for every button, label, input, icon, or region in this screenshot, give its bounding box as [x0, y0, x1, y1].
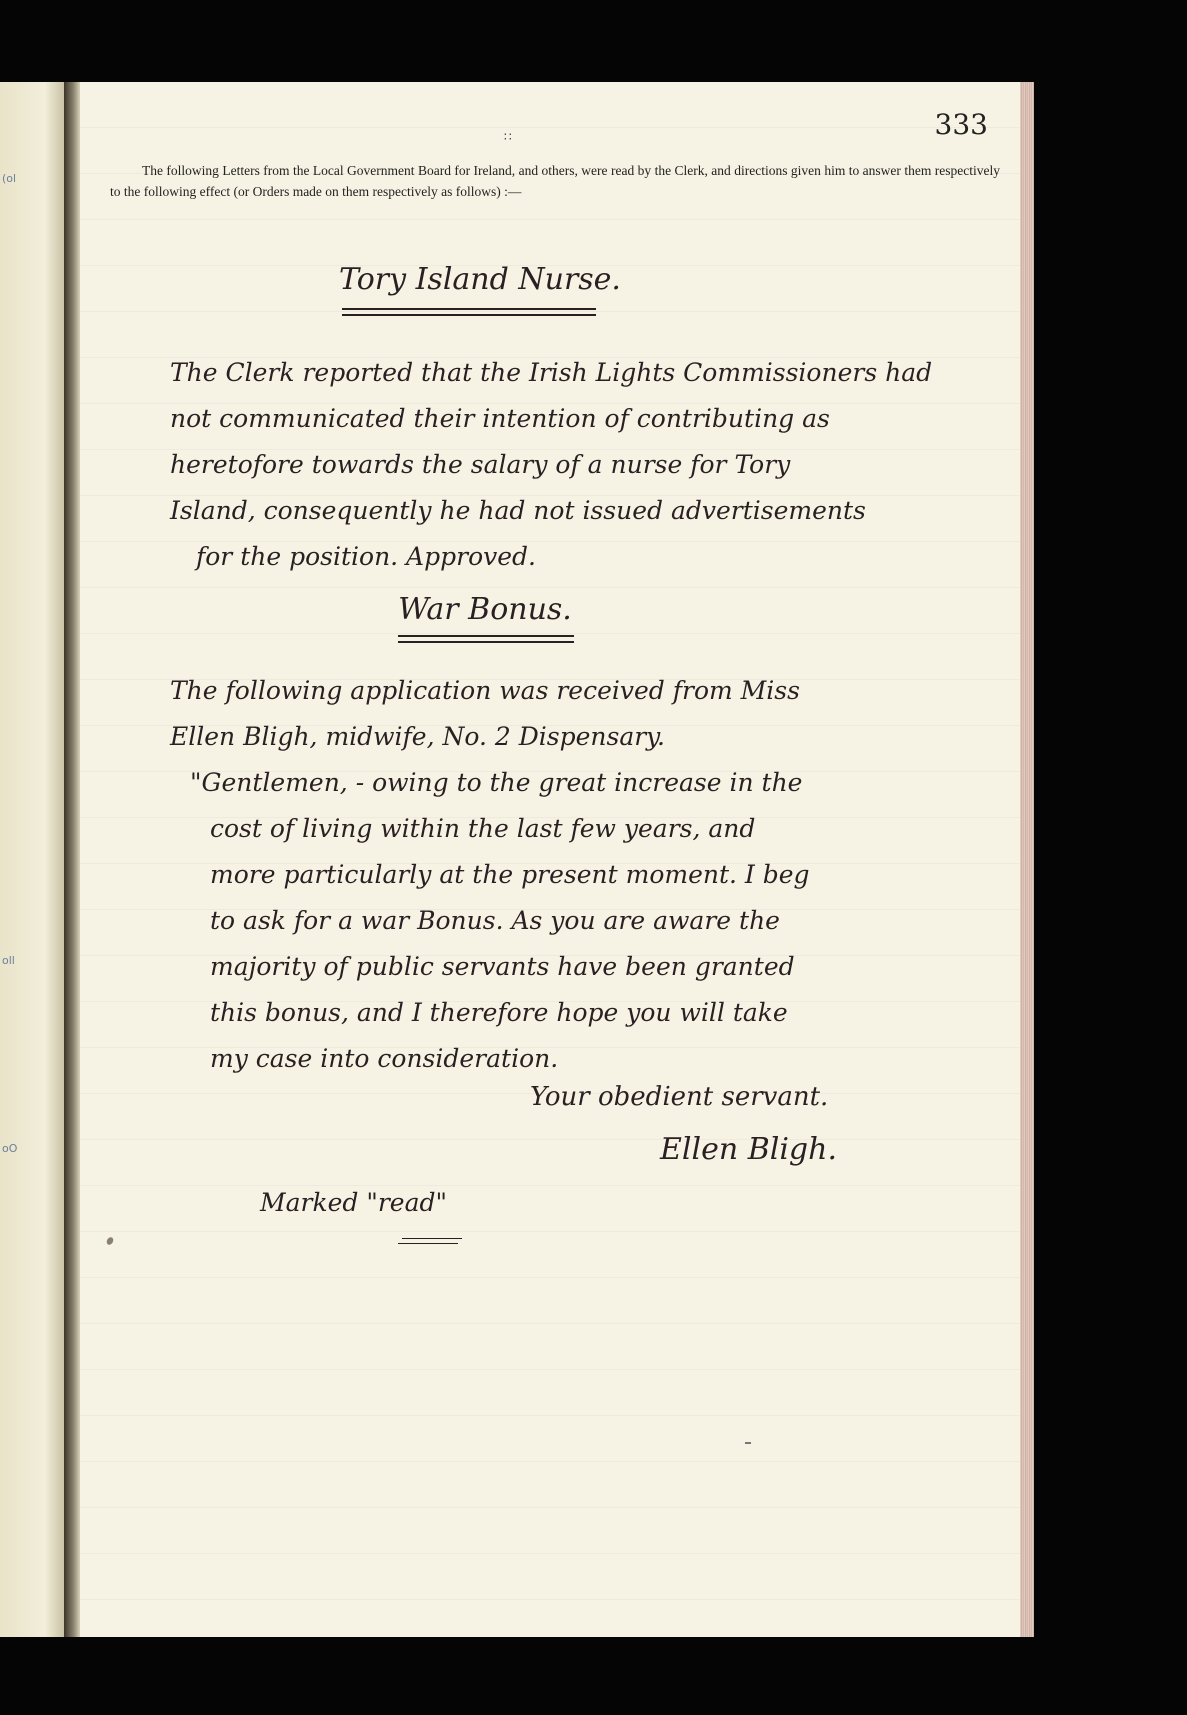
- left-page-fragment: oll: [2, 954, 15, 967]
- text-line: "Gentlemen, - owing to the great increase in the: [190, 768, 803, 797]
- text-line: to ask for a war Bonus. As you are aware the: [210, 906, 780, 935]
- minute-war-bonus: [170, 668, 810, 1082]
- text-line: Ellen Bligh, midwife, No. 2 Dispensary.: [170, 722, 665, 751]
- text-line: The following application was received from Miss: [170, 676, 800, 705]
- text-line: heretofore towards the salary of a nurse for Tory: [170, 450, 791, 479]
- left-page-fragment: oO: [2, 1142, 18, 1155]
- heading-underline: [398, 641, 574, 643]
- ditto-mark: ∷: [504, 130, 512, 144]
- text-line: for the position. Approved.: [196, 542, 536, 571]
- heading-underline: [342, 308, 596, 310]
- ledger-page: [80, 82, 1020, 1637]
- minute-tory-island-nurse: [170, 350, 932, 580]
- text-line: Island, consequently he had not issued advertisements: [170, 496, 866, 525]
- text-line: my case into consideration.: [210, 1044, 559, 1073]
- closing-salutation: Your obedient servant.: [530, 1082, 829, 1112]
- book-gutter: [64, 82, 80, 1637]
- left-facing-page: [0, 82, 64, 1637]
- marked-read-note: Marked "read": [260, 1188, 447, 1217]
- ink-spot: [745, 1442, 751, 1444]
- note-underline: [398, 1243, 458, 1244]
- text-line: majority of public servants have been granted: [210, 952, 795, 981]
- page-number: 333: [934, 108, 988, 141]
- text-line: more particularly at the present moment. I beg: [210, 860, 810, 889]
- left-page-fragment: (ol: [2, 172, 17, 185]
- text-line: cost of living within the last few years, and: [210, 814, 756, 843]
- text-line: not communicated their intention of contributing as: [170, 404, 830, 433]
- text-line: The Clerk reported that the Irish Lights Commissioners had: [170, 358, 933, 387]
- text-line: this bonus, and I therefore hope you will take: [210, 998, 788, 1027]
- signature-ellen-bligh: Ellen Bligh.: [660, 1132, 837, 1167]
- section-heading-war-bonus: War Bonus.: [398, 592, 572, 627]
- heading-underline: [342, 314, 596, 316]
- printed-preamble: The following Letters from the Local Government Board for Ireland, and others, were read by the Clerk, and directions given him to answer them respectively to the following effect (or Orders made on them respectively as follows) :—: [110, 163, 1000, 199]
- ink-smudge: [105, 1236, 114, 1246]
- section-heading-tory-island-nurse: Tory Island Nurse.: [339, 262, 621, 297]
- heading-underline: [398, 635, 574, 637]
- note-underline: [402, 1238, 462, 1239]
- page-edges: [1020, 82, 1034, 1637]
